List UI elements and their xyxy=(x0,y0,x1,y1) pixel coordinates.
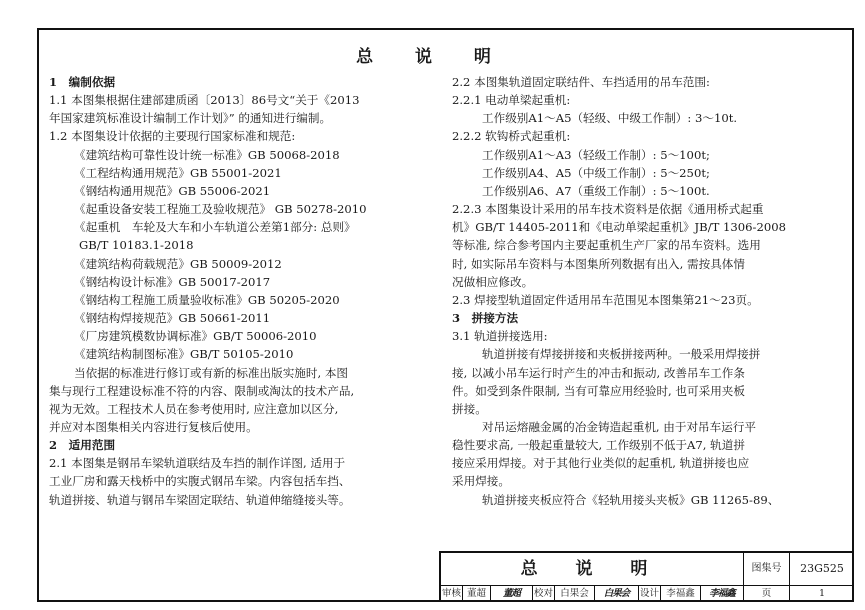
text-line: 2.2.1 电动单梁起重机: xyxy=(452,93,571,108)
text-line: 当依据的标准进行修订或有新的标准出版实施时, 本图 xyxy=(74,365,349,380)
text-line: 机》GB/T 14405-2011和《电动单梁起重机》JB/T 1306-2008 xyxy=(452,220,786,235)
reviewer-name: 董超 xyxy=(463,586,491,602)
section-heading: 2 适用范围 xyxy=(49,438,116,453)
page-number: 1 xyxy=(818,588,826,599)
title-block-sign-row xyxy=(441,586,854,602)
page-label: 页 xyxy=(744,586,790,602)
text-line: 《工程结构通用规范》GB 55001-2021 xyxy=(74,165,282,180)
designer-signature: 李福鑫 xyxy=(701,586,744,602)
text-line: 2.2 本图集轨道固定联结件、车挡适用的吊车范围: xyxy=(452,75,710,89)
text-line: 1.2 本图集设计依据的主要现行国家标准和规范: xyxy=(49,129,296,144)
text-line: 等标准, 综合参考国内主要起重机生产厂家的吊车资料。选用 xyxy=(452,238,761,253)
page-title: 总 说 明 xyxy=(356,47,509,67)
text-line: 《钢结构焊接规范》GB 50661-2011 xyxy=(74,311,271,326)
text-line: 《钢结构通用规范》GB 55006-2021 xyxy=(74,183,271,198)
text-line: 《厂房建筑模数协调标准》GB/T 50006-2010 xyxy=(74,329,317,344)
right-text-column xyxy=(452,73,842,509)
left-text-column xyxy=(49,73,441,509)
reviewer-signature: 董超 xyxy=(491,586,533,602)
designer-name: 李福鑫 xyxy=(661,586,701,602)
text-line: 《起重设备安装工程施工及验收规范》 GB 50278-2010 xyxy=(74,202,367,217)
text-line: GB/T 10183.1-2018 xyxy=(79,238,194,253)
text-line: 工作级别A1～A5（轻级、中级工作制）: 3～10t. xyxy=(482,111,738,126)
text-line: 轨道拼接有焊接拼接和夹板拼接两种。一般采用焊接拼 xyxy=(482,347,761,362)
text-line: 2.1 本图集是钢吊车梁轨道联结及车挡的制作详图, 适用于 xyxy=(49,456,346,471)
text-line: 视为无效。工程技术人员在参考使用时, 应注意加以区分, xyxy=(49,401,339,416)
text-line: 集与现行工程建设标准不符的内容、限制或淘汰的技术产品, xyxy=(49,383,355,398)
text-line: 拼接。 xyxy=(452,401,487,416)
section-heading: 1 编制依据 xyxy=(49,75,116,89)
text-line: 工作级别A6、A7（重级工作制）: 5～100t. xyxy=(482,183,710,198)
text-line: 件。如受到条件限制, 当有可靠应用经验时, 也可采用夹板 xyxy=(452,383,745,398)
text-line: 《钢结构工程施工质量验收标准》GB 50205-2020 xyxy=(74,292,340,307)
text-line: 工作级别A4、A5（中级工作制）: 5～250t; xyxy=(482,165,710,180)
atlas-number-label: 图集号 xyxy=(744,553,790,585)
text-line: 工业厂房和露天栈桥中的实腹式钢吊车梁。内容包括车挡、 xyxy=(49,474,351,489)
checker-name: 白果会 xyxy=(555,586,595,602)
text-line: 稳性要求高, 一般起重量较大, 工作级别不低于A7, 轨道拼 xyxy=(452,438,745,453)
text-line: 《建筑结构荷载规范》GB 50009-2012 xyxy=(74,256,282,271)
atlas-number: 23G525 xyxy=(800,562,844,575)
text-line: 并应对本图集相关内容进行复核后使用。 xyxy=(49,419,258,434)
text-line: 1.1 本图集根据住建部建质函〔2013〕86号文“关于《2013 xyxy=(49,93,360,108)
text-line: 采用焊接。 xyxy=(452,474,510,489)
text-line: 对吊运熔融金属的冶金铸造起重机, 由于对吊车运行平 xyxy=(482,419,757,434)
text-line: 时, 如实际吊车资料与本图集所列数据有出入, 需按具体情 xyxy=(452,256,745,271)
text-line: 年国家建筑标准设计编制工作计划》” 的通知进行编制。 xyxy=(49,111,332,126)
text-line: 接应采用焊接。对于其他行业类似的起重机, 轨道拼接也应 xyxy=(452,456,750,471)
design-label: 设计 xyxy=(639,586,661,602)
title-block xyxy=(439,551,854,602)
text-line: 况做相应修改。 xyxy=(452,274,534,289)
text-line: 3.1 轨道拼接选用: xyxy=(452,329,548,344)
review-label: 审核 xyxy=(441,586,463,602)
text-line: 《建筑结构可靠性设计统一标准》GB 50068-2018 xyxy=(74,147,340,162)
text-line: 2.2.2 软钩桥式起重机: xyxy=(452,129,571,144)
text-line: 接, 以减小吊车运行时产生的冲击和振动, 改善吊车工作条 xyxy=(452,365,745,380)
text-line: 《起重机 车轮及大车和小车轨道公差第1部分: 总则》 xyxy=(74,220,356,235)
check-label: 校对 xyxy=(533,586,555,602)
text-line: 2.2.3 本图集设计采用的吊车技术资料是依据《通用桥式起重 xyxy=(452,202,764,217)
title-block-title: 总 说 明 xyxy=(441,553,744,585)
title-block-top-row xyxy=(441,553,854,586)
text-line: 轨道拼接夹板应符合《轻轨用接头夹板》GB 11265-89、 xyxy=(482,492,780,507)
text-line: 《钢结构设计标准》GB 50017-2017 xyxy=(74,274,271,289)
checker-signature: 白果会 xyxy=(595,586,639,602)
text-line: 2.3 焊接型轨道固定件适用吊车范围见本图集第21～23页。 xyxy=(452,292,759,307)
section-heading: 3 拼接方法 xyxy=(452,311,519,326)
text-line: 《建筑结构制图标准》GB/T 50105-2010 xyxy=(74,347,294,362)
text-line: 工作级别A1～A3（轻级工作制）: 5～100t; xyxy=(482,147,710,162)
text-line: 轨道拼接、轨道与钢吊车梁固定联结、轨道伸缩缝接头等。 xyxy=(49,492,351,507)
